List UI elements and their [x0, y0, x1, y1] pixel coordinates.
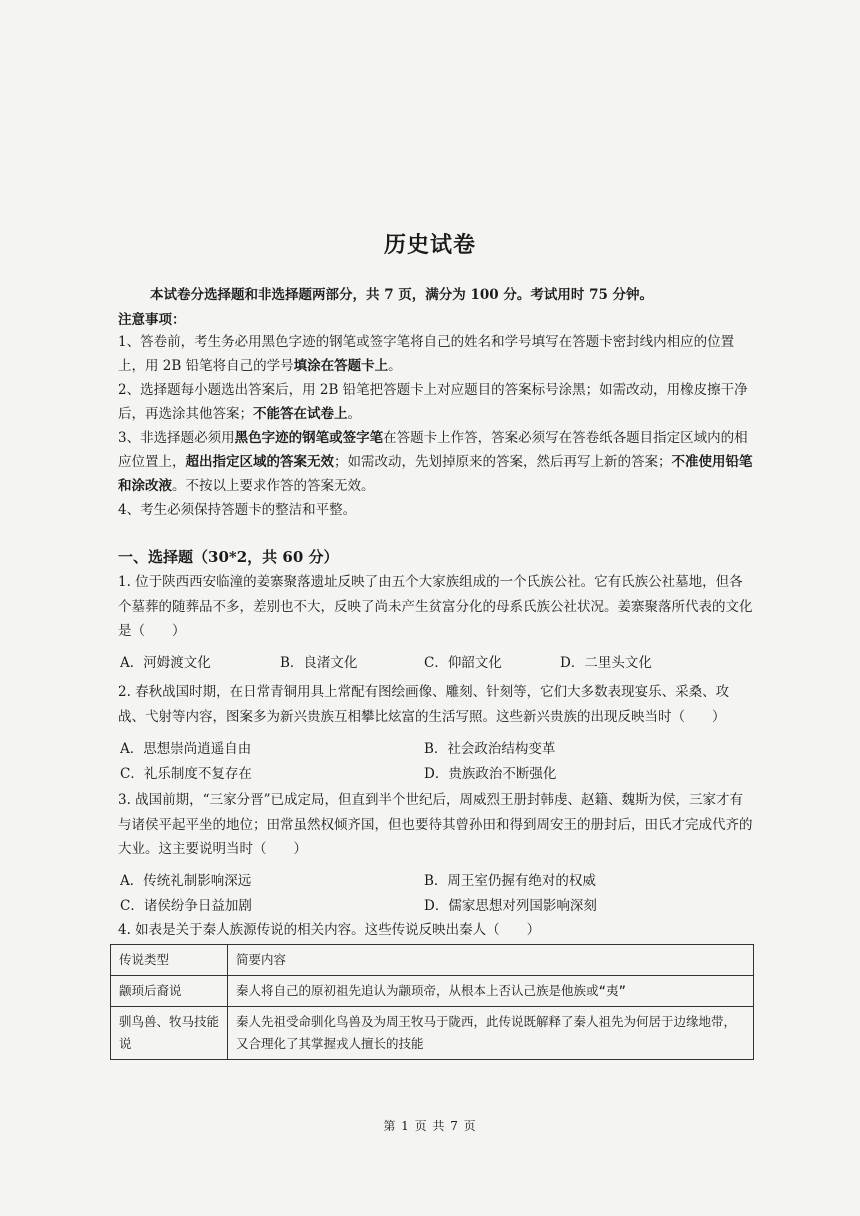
option-d: D．儒家思想对列国影响深刻 [424, 898, 597, 914]
notice-text: 2、选择题每小题选出答案后，用 2B 铅笔把答题卡上对应题目的答案标号涂黑；如需改动，用橡皮擦干净后，再选涂其他答案； [118, 382, 748, 422]
notice-item-4: 4、考生必须保持答题卡的整洁和平整。 [118, 502, 357, 518]
option-b: B．良渚文化 [280, 655, 358, 671]
option-d: D．贵族政治不断强化 [424, 766, 557, 782]
table-header-row [111, 945, 754, 976]
notice-text: 在答题卡上作答，答案必须写在答卷纸各题目指定区域内的相应位置上， [118, 430, 748, 470]
option-c: C．礼乐制度不复存在 [120, 766, 252, 782]
option-c: C．诸侯纷争日益加剧 [120, 898, 252, 914]
question-3-options-row-1 [118, 869, 758, 893]
exam-intro: 本试卷分选择题和非选择题两部分，共 7 页，满分为 100 分。考试用时 75 分钟。 [150, 287, 654, 303]
question-2-stem: 2. 春秋战国时期，在日常青铜用具上常配有图绘画像、雕刻、针刻等，它们大多数表现宴乐、采桑、攻战、弋射等内容，图案多为新兴贵族互相攀比炫富的生活写照。这些新兴贵族的出现反映当时（ ） [118, 684, 730, 725]
notice-heading: 注意事项： [118, 312, 186, 328]
notice-text: 。 [347, 406, 361, 422]
table-cell: 驯鸟兽、牧马技能说 [111, 1007, 228, 1060]
option-b: B．周王室仍握有绝对的权威 [424, 873, 596, 889]
question-3-options-row-2 [118, 894, 758, 918]
notice-text: 3、非选择题必须用 [118, 430, 235, 446]
legend-table [110, 944, 754, 1060]
table-header-cell: 传说类型 [111, 945, 228, 976]
table-cell: 秦人先祖受命驯化鸟兽及为周王牧马于陇西，此传说既解释了秦人祖先为何居于边缘地带，又合理化了其掌握戎人擅长的技能 [228, 1007, 754, 1060]
table-row [111, 1007, 754, 1060]
notice-emphasis: 不准使用铅笔和涂改液 [118, 454, 753, 494]
question-3-stem: 3. 战国前期，“三家分晋”已成定局，但直到半个世纪后，周威烈王册封韩虔、赵籍、魏斯为侯，三家才有与诸侯平起平坐的地位；田常虽然权倾齐国，但也要待其曾孙田和得到周安王的册封后，田氏才完成代齐的大业。这主要说明当时（ ） [118, 792, 753, 857]
notice-emphasis: 黑色字迹的钢笔或签字笔 [234, 430, 384, 446]
table-cell: 秦人将自己的原初祖先追认为颛顼帝，从根本上否认己族是他族或“夷” [228, 976, 754, 1007]
notice-emphasis: 超出指定区域的答案无效 [185, 454, 334, 470]
notice-text: 1、答卷前，考生务必用黑色字迹的钢笔或签字笔将自己的姓名和学号填写在答题卡密封线内相应的位置上，用 2B 铅笔将自己的学号 [118, 334, 735, 374]
option-a: A．河姆渡文化 [120, 655, 211, 671]
table-header-cell: 简要内容 [228, 945, 754, 976]
option-b: B．社会政治结构变革 [424, 741, 556, 757]
option-d: D．二里头文化 [560, 655, 652, 671]
question-2-options-row-1 [118, 737, 758, 761]
table-cell: 颛顼后裔说 [111, 976, 228, 1007]
option-a: A．思想崇尚逍遥自由 [120, 741, 252, 757]
notice-text: ；如需改动，先划掉原来的答案，然后再写上新的答案； [334, 454, 672, 470]
notice-item-1 [118, 330, 754, 378]
notice-text: 。 [388, 358, 402, 374]
section-heading: 一、选择题（30*2，共 60 分） [118, 548, 339, 566]
question-4-stem: 4. 如表是关于秦人族源传说的相关内容。这些传说反映出秦人（ ） [118, 922, 541, 938]
notice-item-2 [118, 378, 754, 426]
question-1-options [118, 651, 758, 675]
table-row [111, 976, 754, 1007]
notice-text: 。不按以上要求作答的答案无效。 [172, 478, 375, 494]
question-2-options-row-2 [118, 762, 758, 786]
option-c: C．仰韶文化 [424, 655, 502, 671]
option-a: A．传统礼制影响深远 [120, 873, 252, 889]
notice-item-3 [118, 426, 754, 498]
notice-emphasis: 不能答在试卷上 [253, 406, 348, 422]
notice-emphasis: 填涂在答题卡上 [293, 358, 389, 374]
page-footer: 第 1 页 共 7 页 [383, 1119, 477, 1133]
question-1-stem: 1. 位于陕西西安临潼的姜寨聚落遗址反映了由五个大家族组成的一个氏族公社。它有氏族公社墓地，但各个墓葬的随葬品不多，差别也不大，反映了尚未产生贫富分化的母系氏族公社状况。姜寨聚落所代表的文化是（ ） [118, 574, 753, 639]
page-title: 历史试卷 [383, 232, 476, 258]
